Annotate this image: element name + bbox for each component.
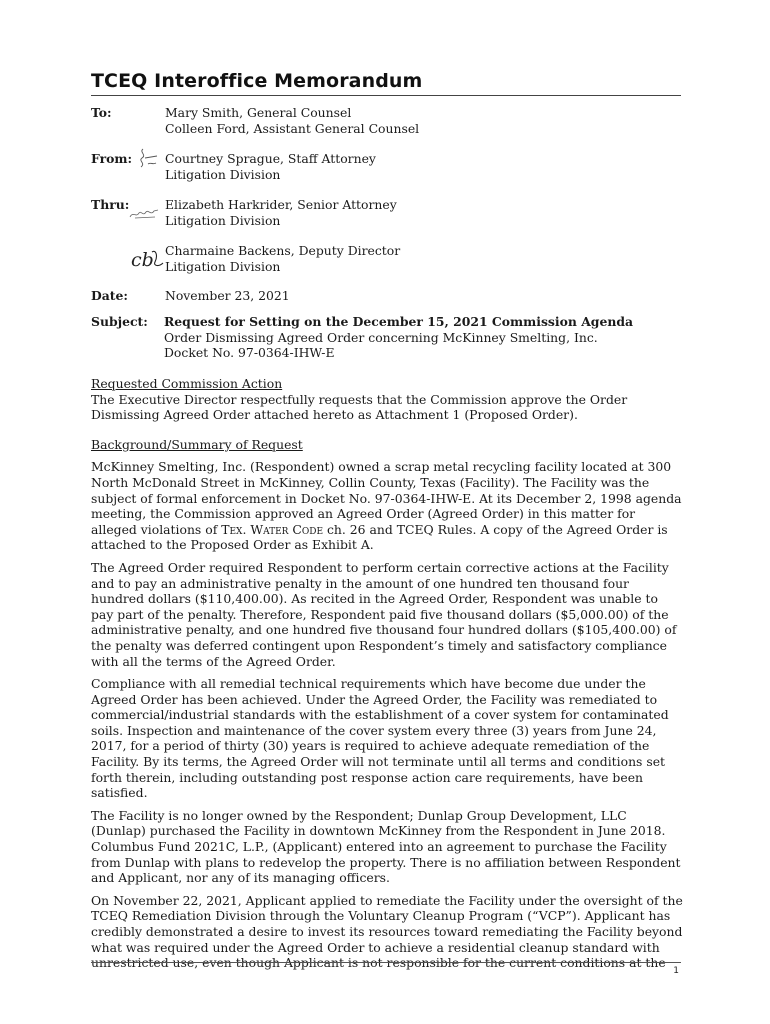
from-label: From:: [91, 151, 133, 166]
background-heading: Background/Summary of Request: [91, 436, 303, 452]
background-p1-after: ch. 26 and TCEQ Rules. A copy of the Agreed Order is attached to the Proposed Order as Exhibit A.: [91, 521, 668, 553]
to-recipient-2: Colleen Ford, Assistant General Counsel: [165, 120, 420, 136]
requested-action-heading: Requested Commission Action: [91, 376, 283, 391]
cb-signature: [129, 246, 169, 272]
background-p1-before: McKinney Smelting, Inc. (Respondent) owned a scrap metal recycling facility located at 300 North McDonald Street in McKinney, Collin County, Texas (Facility). The Facility was the subject of formal enforcement in Docket No. 97-0364-IHW-E. At its December 2, 1998 agenda meeting, the Commission approved an Agreed Order (Agreed Order) in this matter for alleged violations of: [91, 459, 682, 537]
background-paragraph-2: The Agreed Order required Respondent to perform certain corrective actions at the Facility and to pay an administrative penalty in the amount of one hundred ten thousand four hundred dollars ($110,400.00). As recited in the Agreed Order, Respondent was unable to pay part of the penalty. Therefore, Respondent paid five thousand dollars ($5,000.00) of the administrative penalty, and one hundred five thousand four hundred dollars ($105,400.00) of the penalty was deferred contingent upon Respondent’s timely and satisfactory compliance with all the terms of the Agreed Order.: [91, 559, 677, 669]
thru-reviewer-1: [165, 197, 685, 228]
subject-docket: Docket No. 97-0364-IHW-E: [164, 345, 335, 361]
subject-order: Order Dismissing Agreed Order concerning McKinney Smelting, Inc.: [164, 329, 598, 345]
from-sender: [165, 151, 685, 182]
to-label: To:: [91, 105, 112, 120]
subject-label: Subject:: [91, 314, 148, 329]
title-divider: [91, 95, 681, 96]
background-paragraph-1: [91, 459, 683, 553]
cb-signature-initials: cb: [131, 249, 154, 271]
tex-water-code: Tex. Water Code: [221, 521, 324, 537]
date-label: Date:: [91, 288, 128, 303]
background-paragraph-3: Compliance with all remedial technical requirements which have become due under the Agreed Order has been achieved. Under the Agreed Order, the Facility was remediated to commercial/industrial standards with the establishment of a cover system for contaminated soils. Inspection and maintenance of the cover system every three (3) years from June 24, 2017, for a period of thirty (30) years is required to achieve adequate remediation of the Facility. By its terms, the Agreed Order will not terminate until all terms and conditions set forth therein, including outstanding post response action care requirements, have been satisfied.: [91, 676, 669, 801]
background-paragraph-4: The Facility is no longer owned by the Respondent; Dunlap Group Development, LLC (Dunlap) purchased the Facility in downtown McKinney from the Respondent in June 2018. Columbus Fund 2021C, L.P., (Applicant) entered into an agreement to purchase the Facility from Dunlap with plans to redevelop the property. There is no affiliation between Respondent and Applicant, nor any of its managing officers.: [91, 807, 681, 886]
from-signature-icon: [135, 146, 165, 172]
thru-name-2: Charmaine Backens, Deputy Director: [165, 243, 401, 258]
thru-division-1: Litigation Division: [165, 212, 281, 228]
date-value: November 23, 2021: [165, 288, 290, 303]
from-name: Courtney Sprague, Staff Attorney: [165, 151, 376, 166]
to-recipients: [165, 105, 685, 136]
thru-initials-icon: [127, 205, 163, 221]
thru-division-2: Litigation Division: [165, 258, 281, 274]
thru-name-1: Elizabeth Harkrider, Senior Attorney: [165, 197, 397, 212]
thru-reviewer-2: [165, 243, 685, 274]
thru-label: Thru:: [91, 197, 130, 212]
memo-body: [91, 376, 683, 978]
subject-title: Request for Setting on the December 15, 2021 Commission Agenda: [164, 314, 634, 329]
subject-lines: [164, 314, 684, 361]
page-number: 1: [673, 966, 679, 976]
from-division: Litigation Division: [165, 166, 281, 182]
footer-divider: [91, 962, 681, 963]
requested-action-text: The Executive Director respectfully requests that the Commission approve the Order Dismissing Agreed Order attached hereto as Attachment 1 (Proposed Order).: [91, 391, 628, 423]
memo-page: [91, 0, 681, 1024]
memo-title: TCEQ Interoffice Memorandum: [91, 70, 423, 92]
background-paragraph-5: On November 22, 2021, Applicant applied to remediate the Facility under the oversight of the TCEQ Remediation Division through the Voluntary Cleanup Program (“VCP”). Applicant has credibly demonstrated a desire to invest its resources toward remediating the Facility beyond what was required under the Agreed Order to achieve a residential cleanup standard with unrestricted use, even though Applicant is not responsible for the current conditions at the: [91, 892, 683, 971]
to-recipient-1: Mary Smith, General Counsel: [165, 105, 352, 120]
